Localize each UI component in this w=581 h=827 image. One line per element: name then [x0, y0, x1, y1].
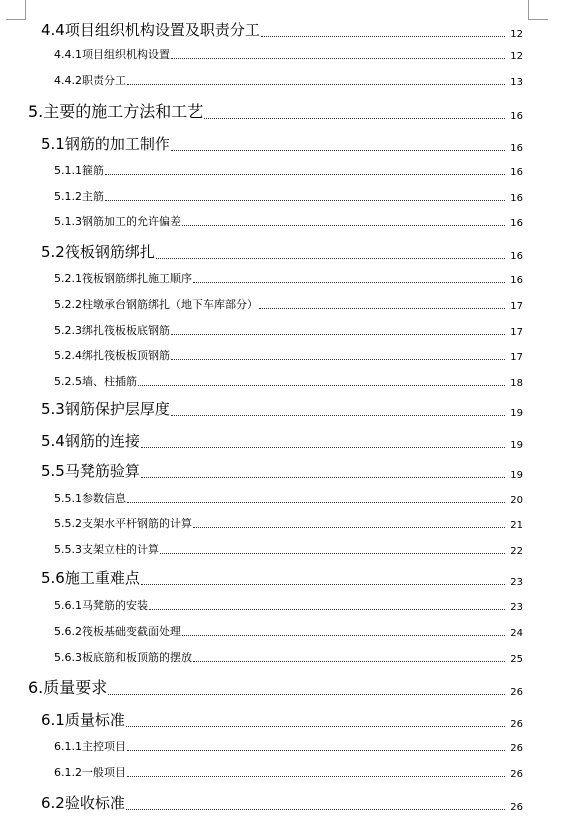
toc-entry[interactable] — [54, 270, 523, 286]
toc-entry-title: 5.2.1筏板钢筋绑扎施工顺序 — [54, 272, 192, 285]
toc-entry[interactable] — [41, 710, 523, 730]
toc-entry-page-number: 17 — [510, 327, 523, 338]
toc-entry-title: 6.1.1主控项目 — [54, 740, 126, 753]
toc-entry-page-number: 16 — [510, 275, 523, 286]
dot-leader — [259, 308, 505, 309]
toc-entry-page-number: 26 — [510, 687, 523, 698]
toc-entry-title: 5.6施工重难点 — [41, 569, 140, 587]
toc-entry-title: 5.2.5墙、柱插筋 — [54, 375, 137, 388]
toc-entry-page-number: 22 — [510, 546, 523, 557]
toc-entry-page-number: 24 — [510, 628, 523, 639]
toc-entry-page-number: 26 — [510, 802, 523, 813]
dot-leader — [127, 84, 505, 85]
toc-entry[interactable] — [54, 188, 523, 204]
toc-entry[interactable] — [54, 649, 523, 665]
toc-entry[interactable] — [41, 242, 523, 262]
toc-entry[interactable] — [28, 678, 523, 698]
dot-leader — [149, 609, 505, 610]
toc-entry-page-number: 12 — [510, 51, 523, 62]
toc-entry[interactable] — [54, 373, 523, 389]
toc-entry-title: 5.1钢筋的加工制作 — [41, 135, 170, 153]
toc-entry-title: 5.5.1参数信息 — [54, 492, 126, 505]
toc-entry-title: 5.2.3绑扎筏板板底钢筋 — [54, 324, 170, 337]
toc-entry-page-number: 26 — [510, 769, 523, 780]
toc-entry[interactable] — [54, 490, 523, 506]
toc-entry[interactable] — [41, 793, 523, 813]
toc-entry[interactable] — [54, 738, 523, 754]
toc-entry[interactable] — [54, 72, 523, 88]
toc-entry-page-number: 13 — [510, 77, 523, 88]
toc-entry-page-number: 16 — [510, 143, 523, 154]
toc-entry-page-number: 26 — [510, 719, 523, 730]
toc-entry[interactable] — [28, 102, 523, 122]
dot-leader — [127, 750, 505, 751]
toc-entry[interactable] — [41, 568, 523, 588]
dot-leader — [171, 150, 505, 151]
toc-entry[interactable] — [54, 296, 523, 312]
dot-leader — [156, 258, 505, 259]
toc-entry-page-number: 17 — [510, 352, 523, 363]
dot-leader — [193, 282, 505, 283]
toc-entry[interactable] — [54, 515, 523, 531]
toc-entry-title: 5.6.1马凳筋的安装 — [54, 599, 148, 612]
toc-entry-page-number: 12 — [510, 29, 523, 40]
toc-entry-title: 5.主要的施工方法和工艺 — [28, 102, 204, 121]
toc-entry-page-number: 17 — [510, 301, 523, 312]
toc-entry-page-number: 19 — [510, 440, 523, 451]
toc-entry[interactable] — [54, 162, 523, 178]
toc-entry-title: 5.6.2筏板基础变截面处理 — [54, 625, 181, 638]
toc-entry-title: 5.1.3钢筋加工的允许偏差 — [54, 215, 181, 228]
dot-leader — [105, 200, 505, 201]
dot-leader — [127, 776, 505, 777]
toc-entry-title: 6.1.2一般项目 — [54, 766, 126, 779]
toc-entry-page-number: 16 — [510, 167, 523, 178]
toc-entry-title: 5.1.2主筋 — [54, 190, 104, 203]
toc-entry-title: 5.5.2支架水平杆钢筋的计算 — [54, 517, 192, 530]
dot-leader — [141, 477, 505, 478]
dot-leader — [171, 359, 505, 360]
toc-entry-page-number: 16 — [510, 218, 523, 229]
toc-entry-title: 5.5.3支架立柱的计算 — [54, 543, 159, 556]
toc-entry-title: 5.3钢筋保护层厚度 — [41, 400, 170, 418]
toc-entry[interactable] — [54, 541, 523, 557]
dot-leader — [261, 36, 505, 37]
toc-entry-title: 6.1质量标准 — [41, 711, 125, 729]
toc-entry[interactable] — [41, 461, 523, 481]
dot-leader — [105, 174, 505, 175]
toc-entry[interactable] — [54, 46, 523, 62]
toc-entry[interactable] — [54, 764, 523, 780]
toc-entry-title: 5.1.1箍筋 — [54, 164, 104, 177]
dot-leader — [204, 118, 505, 119]
toc-entry-page-number: 16 — [510, 193, 523, 204]
dot-leader — [193, 527, 505, 528]
dot-leader — [126, 809, 505, 810]
toc-entry-title: 6.2验收标准 — [41, 794, 125, 812]
dot-leader — [127, 502, 505, 503]
toc-entry[interactable] — [54, 597, 523, 613]
toc-entry[interactable] — [54, 347, 523, 363]
toc-entry[interactable] — [41, 134, 523, 154]
toc-entry-title: 4.4.2职责分工 — [54, 74, 126, 87]
toc-entry-page-number: 19 — [510, 408, 523, 419]
toc-entry-title: 5.2.4绑扎筏板板顶钢筋 — [54, 349, 170, 362]
toc-entry-title: 5.6.3板底筋和板顶筋的摆放 — [54, 651, 192, 664]
toc-entry-page-number: 18 — [510, 378, 523, 389]
toc-entry-page-number: 23 — [510, 577, 523, 588]
toc-entry-page-number: 21 — [510, 520, 523, 531]
dot-leader — [138, 385, 505, 386]
toc-entry[interactable] — [41, 431, 523, 451]
dot-leader — [171, 334, 505, 335]
dot-leader — [160, 553, 505, 554]
toc-entry[interactable] — [54, 623, 523, 639]
dot-leader — [171, 415, 505, 416]
dot-leader — [193, 661, 505, 662]
toc-entry-page-number: 26 — [510, 743, 523, 754]
dot-leader — [141, 447, 505, 448]
toc-entry[interactable] — [41, 20, 523, 40]
toc-entry-title: 5.4钢筋的连接 — [41, 432, 140, 450]
dot-leader — [182, 225, 505, 226]
toc-entry[interactable] — [54, 322, 523, 338]
toc-entry[interactable] — [54, 213, 523, 229]
toc-entry-page-number: 16 — [510, 251, 523, 262]
toc-entry-title: 4.4项目组织机构设置及职责分工 — [41, 21, 260, 39]
toc-entry-page-number: 25 — [510, 654, 523, 665]
toc-entry-title: 5.2.2柱墩承台钢筋绑扎（地下车库部分） — [54, 298, 258, 311]
toc-entry-page-number: 23 — [510, 602, 523, 613]
toc-entry-page-number: 19 — [510, 470, 523, 481]
toc-entry-title: 6.质量要求 — [28, 678, 108, 697]
toc-entry-page-number: 16 — [510, 111, 523, 122]
toc-entry[interactable] — [41, 399, 523, 419]
dot-leader — [141, 584, 505, 585]
toc-entry-page-number: 20 — [510, 495, 523, 506]
toc-entry-title: 5.5马凳筋验算 — [41, 462, 140, 480]
toc-entry-title: 5.2筏板钢筋绑扎 — [41, 243, 155, 261]
dot-leader — [126, 726, 505, 727]
toc-entry-title: 4.4.1项目组织机构设置 — [54, 48, 170, 61]
dot-leader — [182, 635, 505, 636]
dot-leader — [108, 694, 505, 695]
dot-leader — [171, 58, 505, 59]
